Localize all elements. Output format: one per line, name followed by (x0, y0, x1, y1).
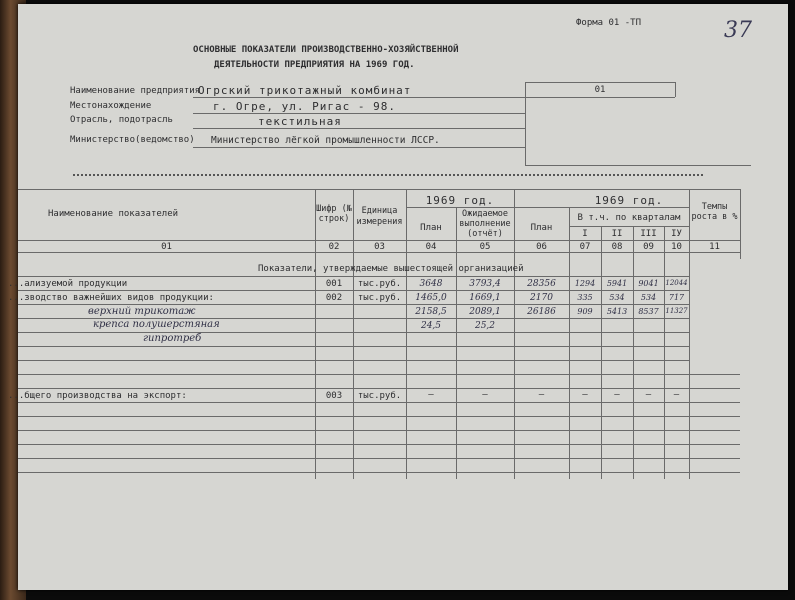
row-unit: тыс.руб. (357, 293, 402, 303)
page-number: 37 (724, 18, 752, 43)
row-q3: 8537 (638, 307, 659, 316)
row-q3: — (645, 390, 652, 400)
col-number: 08 (611, 242, 623, 252)
row-q4: 11327 (665, 307, 688, 315)
row-q1: 1294 (574, 279, 596, 288)
row-name: гипротреб (143, 333, 202, 344)
row-expected: 3793,4 (469, 279, 501, 289)
col-number: 09 (643, 242, 654, 252)
header-expected: Ожидаемое выполнение (отчёт) (459, 209, 511, 239)
branch-label: Отрасль, подотрасль (70, 115, 173, 125)
row-q1: 909 (577, 307, 593, 316)
row-plan: 2158,5 (415, 307, 447, 317)
row-expected: 25,2 (474, 321, 496, 331)
enterprise-code: 01 (594, 85, 606, 95)
row-plan-2: 26186 (527, 307, 556, 317)
header-plan-2: План (530, 223, 553, 233)
row-plan-2: — (538, 390, 545, 400)
ministry-value: Министерство лёгкой промышленности ЛССР. (211, 135, 440, 146)
section-title: Показатели, утверждаемые вышестоящей организацией (258, 264, 524, 274)
row-q1: — (582, 390, 588, 400)
header-q1: I (582, 229, 588, 239)
row-q2: — (614, 390, 620, 400)
header-year-2: 1969 год. (594, 194, 664, 207)
row-q1: 335 (577, 293, 593, 302)
row-unit: тыс.руб. (357, 391, 402, 401)
document-sheet (8, 4, 788, 590)
header-quarters: В т.ч. по кварталам (577, 213, 681, 223)
row-expected: 2089,1 (469, 307, 501, 317)
row-plan: 1465,0 (415, 293, 447, 303)
row-code: 003 (325, 391, 343, 401)
title-line-1: ОСНОВНЫЕ ПОКАЗАТЕЛИ ПРОИЗВОДСТВЕННО-ХОЗЯЙСТВЕННОЙ (193, 45, 459, 55)
header-q2: II (611, 229, 623, 239)
row-q3: 9041 (638, 279, 659, 288)
header-code: Шифр (№ строк) (316, 204, 352, 224)
dotted-separator (73, 174, 703, 176)
table-top-border (18, 189, 740, 190)
header-q4: IУ (671, 229, 682, 239)
col-number: 10 (671, 242, 682, 252)
row-expected: — (482, 390, 488, 400)
row-name: верхний трикотаж (88, 306, 196, 317)
row-q2: 534 (609, 293, 625, 302)
branch-value: текстильная (258, 115, 342, 128)
row-q2: 5941 (606, 279, 628, 288)
header-rate: Темпы роста в % (691, 202, 738, 222)
row-code: 002 (325, 293, 343, 303)
col-number: 03 (374, 242, 385, 252)
location-label: Местонахождение (70, 101, 152, 111)
col-number: 11 (709, 242, 720, 252)
col-number: 04 (425, 242, 437, 252)
row-name: ...ализуемой продукции (8, 279, 128, 289)
col-number: 07 (579, 242, 591, 252)
enterprise-name-label: Наименование предприятия (70, 86, 201, 96)
col-number: 05 (479, 242, 491, 252)
row-q4: 717 (668, 293, 685, 302)
row-plan-2: 28356 (527, 279, 556, 289)
row-plan: 24,5 (420, 321, 442, 331)
row-q4: — (673, 390, 680, 400)
col-number: 06 (536, 242, 547, 252)
row-plan: — (428, 390, 434, 400)
header-unit: Единица измерения (356, 206, 403, 227)
row-unit: тыс.руб. (357, 279, 402, 289)
row-code: 001 (325, 279, 343, 289)
row-q4: 12044 (665, 279, 688, 287)
location-value: г. Огре, ул. Ригас - 98. (213, 100, 396, 113)
header-year-1: 1969 год. (425, 194, 495, 207)
row-q3: 534 (640, 293, 657, 302)
row-plan: 3648 (419, 279, 443, 289)
header-plan: План (420, 223, 442, 233)
row-plan-2: 2170 (530, 293, 553, 303)
title-line-2: ДЕЯТЕЛЬНОСТИ ПРЕДПРИЯТИЯ НА 1969 ГОД. (214, 60, 415, 70)
row-name: ...бщего производства на экспорт: (8, 391, 187, 401)
col-number: 01 (161, 242, 172, 252)
row-expected: 1669,1 (469, 293, 501, 303)
form-label: Форма 01 -ТП (576, 18, 642, 28)
header-q3: III (640, 229, 657, 239)
enterprise-name-value: Огрский трикотажный комбинат (198, 84, 412, 97)
row-q2: 5413 (606, 307, 628, 316)
col-number: 02 (328, 242, 340, 252)
header-name: Наименование показателей (48, 209, 179, 219)
ministry-label: Министерство(ведомство) (70, 135, 195, 145)
row-name: ...зводство важнейших видов продукции: (8, 293, 214, 303)
row-name: крепса полушерстяная (93, 319, 220, 330)
